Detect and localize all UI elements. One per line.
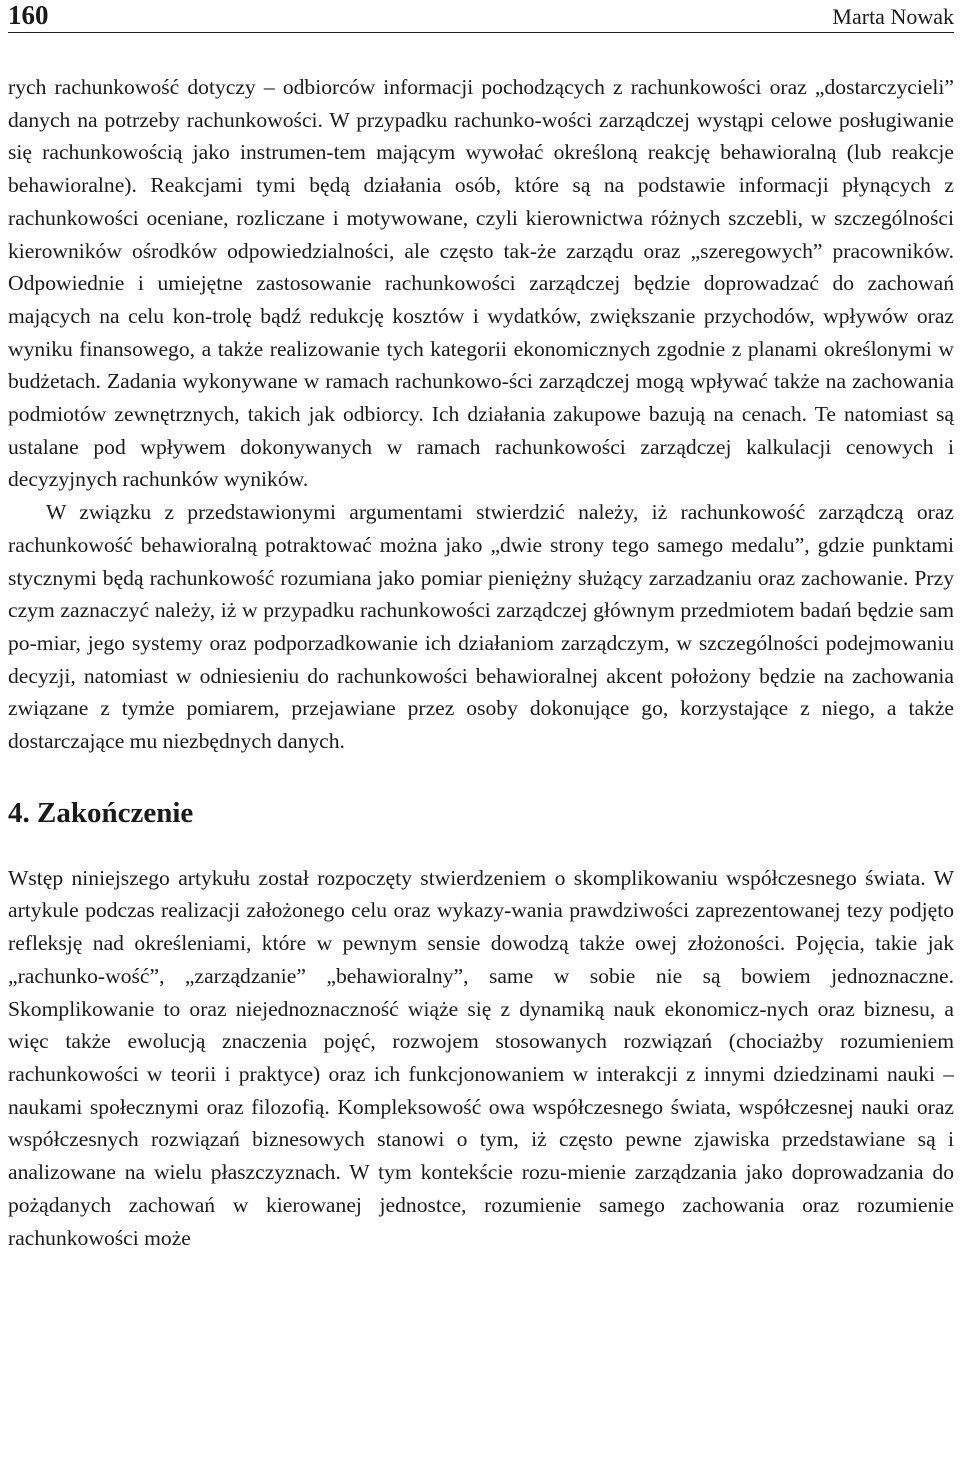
running-header xyxy=(8,0,954,33)
author-name: Marta Nowak xyxy=(832,4,954,29)
page-number: 160 xyxy=(8,0,49,30)
paragraph-continuation: rych rachunkowość dotyczy – odbiorców informacji pochodzących z rachunkowości oraz „dostarczycieli” danych na potrzeby rachunkowości. W przypadku rachunko-wości zarządczej wystąpi celowe posługiwanie się rachunkowością jako instrumen-tem mającym wywołać określoną reakcję behawioralną (lub reakcje behawioralne). Reakcjami tymi będą działania osób, które są na podstawie informacji płynących z rachunkowości oceniane, rozliczane i motywowane, czyli kierownictwa różnych szczebli, w szczególności kierowników ośrodków odpowiedzialności, ale często tak-że zarządu oraz „szeregowych” pracowników. Odpowiednie i umiejętne zastosowanie rachunkowości zarządczej będzie doprowadzać do zachowań mających na celu kon-trolę bądź redukcję kosztów i wydatków, zwiększanie przychodów, wpływów oraz wyniku finansowego, a także realizowanie tych kategorii ekonomicznych zgodnie z planami określonymi w budżetach. Zadania wykonywane w ramach rachunkowo-ści zarządczej mogą wpływać także na zachowania podmiotów zewnętrznych, takich jak odbiorcy. Ich działania zakupowe bazują na cenach. Te natomiast są ustalane pod wpływem dokonywanych w ramach rachunkowości zarządczej kalkulacji cenowych i decyzyjnych rachunków wyników. xyxy=(8,75,954,492)
body-text xyxy=(8,71,954,1254)
section-paragraph: Wstęp niniejszego artykułu został rozpoczęty stwierdzeniem o skomplikowaniu współczesnego świata. W artykule podczas realizacji założonego celu oraz wykazy-wania prawdziwości zaprezentowanej tezy podjęto refleksję nad określeniami, które w pewnym sensie dowodzą także owej złożoności. Pojęcia, takie jak „rachunko-wość”, „zarządzanie” „behawioralny”, same w sobie nie są bowiem jednoznaczne. Skomplikowanie to oraz niejednoznaczność wiąże się z dynamiką nauk ekonomicz-nych oraz biznesu, a więc także ewolucją znaczenia pojęć, rozwojem stosowanych rozwiązań (chociażby rozumieniem rachunkowości w teorii i praktyce) oraz ich funkcjonowaniem w interakcji z innymi dziedzinami nauki – naukami społecznymi oraz filozofią. Kompleksowość owa współczesnego świata, współczesnej nauki oraz współczesnych rozwiązań biznesowych stanowi o tym, iż często pewne zjawiska przedstawiane są i analizowane na wielu płaszczyznach. W tym kontekście rozu-mienie zarządzania jako doprowadzania do pożądanych zachowań w kierowanej jednostce, rozumienie samego zachowania oraz rozumienie rachunkowości może xyxy=(8,865,954,1250)
section-heading: 4. Zakończenie xyxy=(8,796,194,829)
document-page xyxy=(8,0,954,1254)
paragraph: W związku z przedstawionymi argumentami stwierdzić należy, iż rachunkowość zarządczą oraz rachunkowość behawioralną potraktować można jako „dwie strony tego samego medalu”, gdzie punktami stycznymi będą rachunkowość rozumiana jako pomiar pieniężny służący zarzadzaniu oraz zachowanie. Przy czym zaznaczyć należy, iż w przypadku rachunkowości zarządczej głównym przedmiotem badań będzie sam po-miar, jego systemy oraz podporzadkowanie ich działaniom zarządczym, w szczególności podejmowaniu decyzji, natomiast w odniesieniu do rachunkowości behawioralnej akcent położony będzie na zachowania związane z tymże pomiarem, przejawiane przez osoby dokonujące go, korzystające z niego, a także dostarczające mu niezbędnych danych. xyxy=(8,500,954,754)
